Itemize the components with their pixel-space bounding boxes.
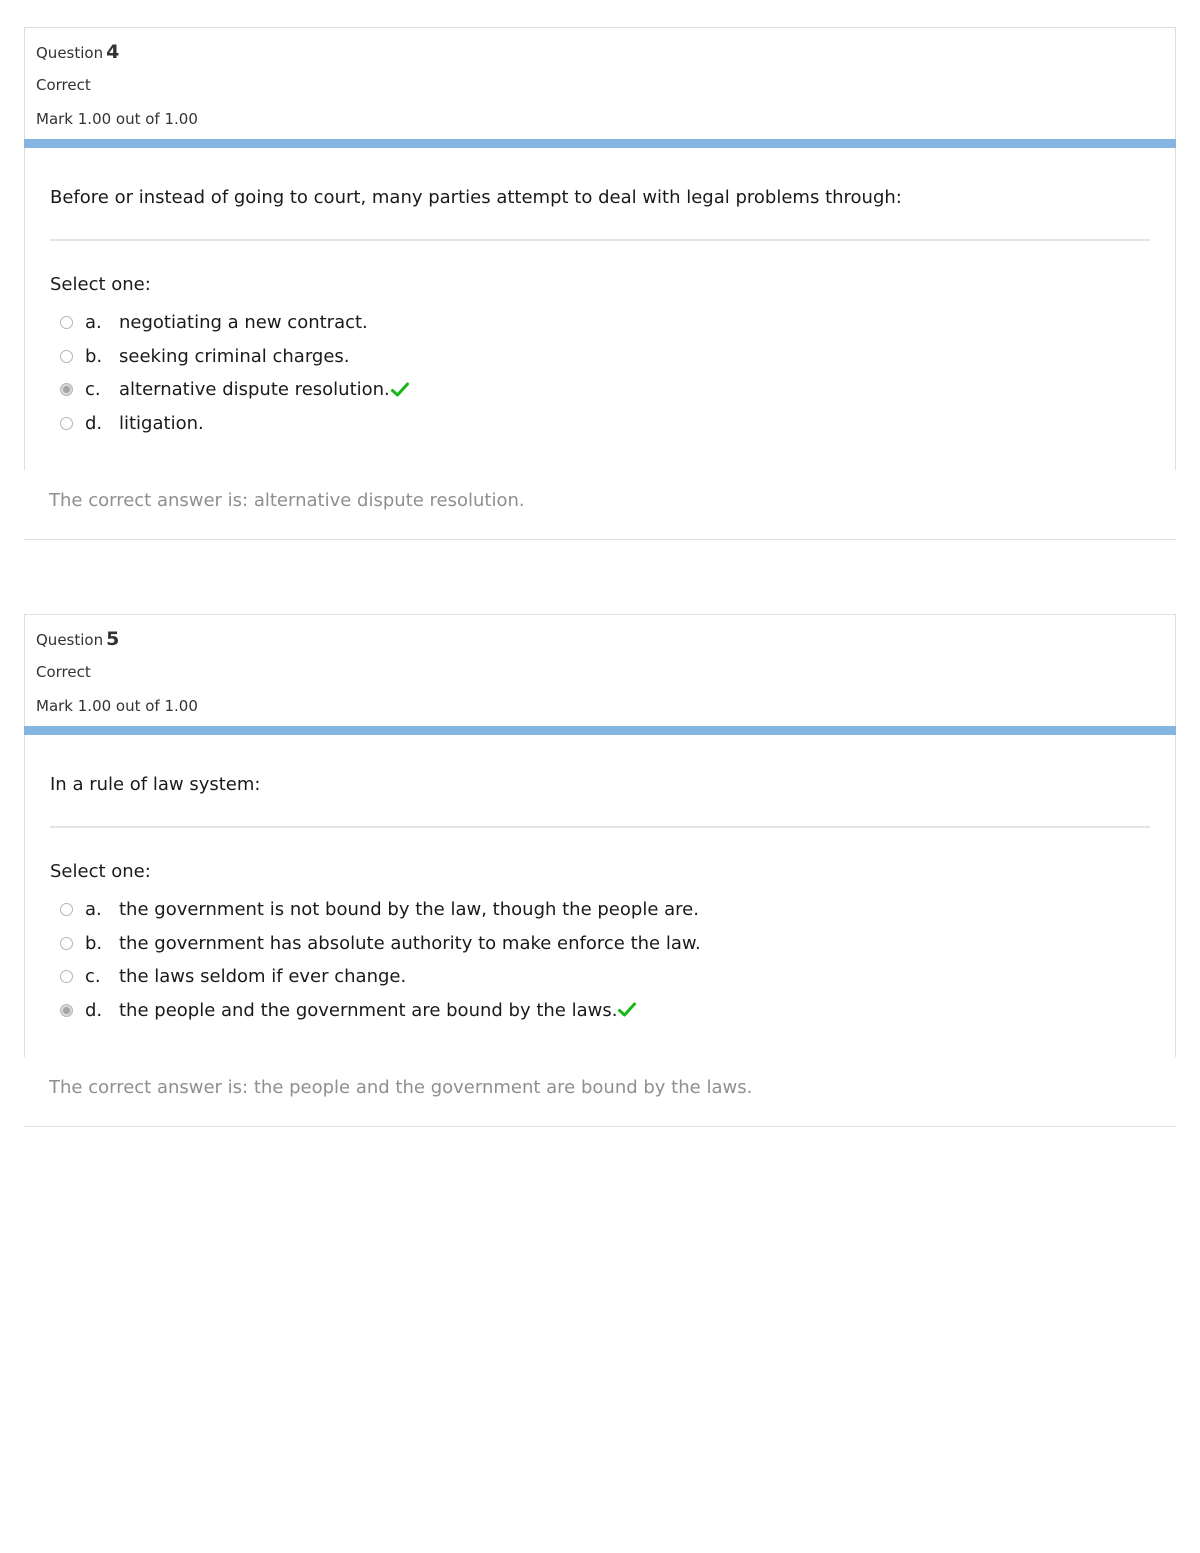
option-text: the government has absolute authority to make enforce the law. — [119, 932, 701, 954]
question-number-line — [36, 42, 1175, 62]
correct-answer-feedback: The correct answer is: alternative dispute resolution. — [24, 470, 1176, 540]
correct-answer-feedback: The correct answer is: the people and the government are bound by the laws. — [24, 1057, 1176, 1127]
question-state: Correct — [36, 663, 91, 681]
question-number: 5 — [106, 628, 120, 650]
question-number-line — [36, 629, 1175, 649]
select-prompt: Select one: — [50, 861, 151, 882]
question-5 — [24, 614, 1176, 1127]
option-text: alternative dispute resolution. — [119, 379, 390, 401]
option-letter: c. — [85, 379, 101, 401]
option-text: negotiating a new contract. — [119, 312, 368, 334]
radio-button-checked[interactable] — [60, 383, 73, 396]
accent-bar — [24, 726, 1176, 735]
radio-button[interactable] — [60, 316, 73, 329]
option-letter: c. — [85, 966, 101, 988]
question-content — [24, 148, 1176, 470]
option-text: litigation. — [119, 412, 204, 434]
question-mark: Mark 1.00 out of 1.00 — [36, 697, 198, 715]
option-letter: a. — [85, 312, 102, 334]
option-letter: b. — [85, 345, 103, 367]
option-d[interactable] — [50, 407, 1150, 441]
answer-options — [50, 306, 1150, 440]
divider — [50, 826, 1150, 828]
radio-button[interactable] — [60, 903, 73, 916]
accent-bar — [24, 139, 1176, 148]
question-content — [24, 735, 1176, 1057]
check-icon — [618, 1002, 636, 1018]
option-letter: d. — [85, 412, 103, 434]
option-a[interactable] — [50, 893, 1150, 927]
option-c[interactable] — [50, 960, 1150, 994]
option-letter: b. — [85, 932, 103, 954]
option-a[interactable] — [50, 306, 1150, 340]
question-label: Question — [36, 44, 104, 62]
check-icon — [391, 382, 409, 398]
radio-button[interactable] — [60, 350, 73, 363]
question-label: Question — [36, 631, 104, 649]
option-b[interactable] — [50, 927, 1150, 961]
radio-button[interactable] — [60, 970, 73, 983]
divider — [50, 239, 1150, 241]
question-info — [24, 27, 1176, 139]
radio-button-checked[interactable] — [60, 1004, 73, 1017]
question-text: In a rule of law system: — [50, 774, 261, 795]
question-text: Before or instead of going to court, many parties attempt to deal with legal problems through: — [50, 187, 902, 208]
answer-options — [50, 893, 1150, 1027]
option-b[interactable] — [50, 340, 1150, 374]
radio-button[interactable] — [60, 417, 73, 430]
option-letter: d. — [85, 999, 103, 1021]
option-letter: a. — [85, 899, 102, 921]
question-state: Correct — [36, 76, 91, 94]
option-c[interactable] — [50, 373, 1150, 407]
question-4 — [24, 27, 1176, 540]
option-text: the laws seldom if ever change. — [119, 966, 407, 988]
select-prompt: Select one: — [50, 274, 151, 295]
radio-button[interactable] — [60, 937, 73, 950]
question-mark: Mark 1.00 out of 1.00 — [36, 110, 198, 128]
question-info — [24, 614, 1176, 726]
option-text: the government is not bound by the law, though the people are. — [119, 899, 699, 921]
question-number: 4 — [106, 41, 120, 63]
option-text: the people and the government are bound by the laws. — [119, 999, 618, 1021]
option-d[interactable] — [50, 994, 1150, 1028]
option-text: seeking criminal charges. — [119, 345, 350, 367]
